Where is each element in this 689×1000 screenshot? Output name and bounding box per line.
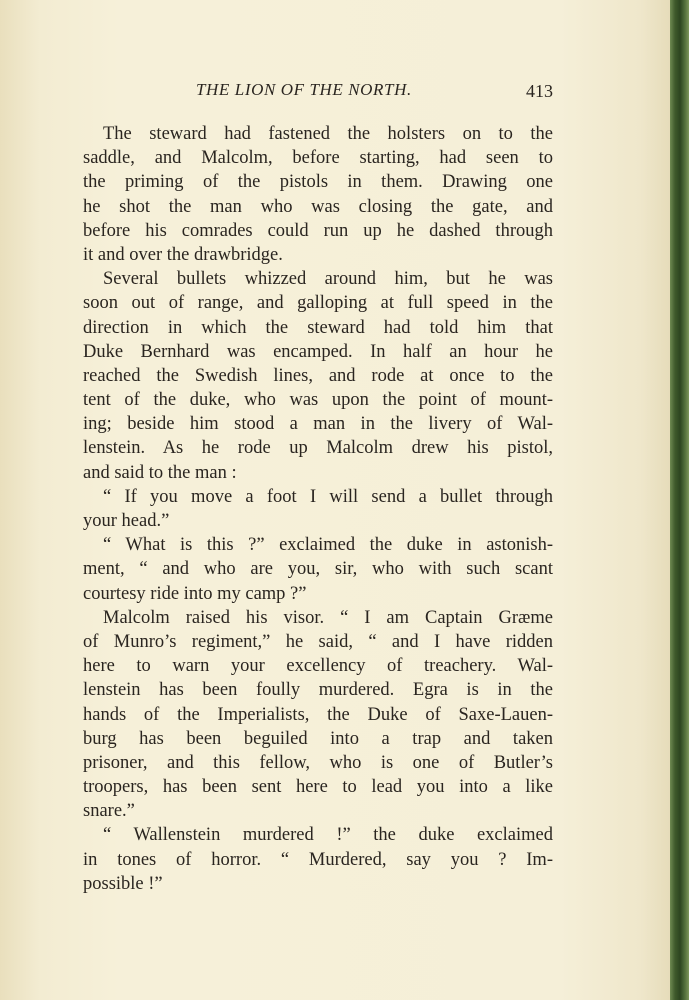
book-edge — [670, 0, 689, 1000]
text-line: ment, “ and who are you, sir, who with such scant — [83, 559, 553, 580]
text-line: in tones of horror. “ Murdered, say you ? Im- — [83, 849, 553, 870]
text-line: tent of the duke, who was upon the point of mount- — [83, 390, 553, 411]
body-text — [83, 122, 553, 896]
text-line: your head.” — [83, 511, 170, 531]
text-line: of Munro’s regiment,” he said, “ and I have ridden — [83, 631, 553, 652]
text-line: burg has been beguiled into a trap and taken — [83, 728, 553, 749]
text-line: troopers, has been sent here to lead you into a like — [83, 777, 553, 798]
text-line: The steward had fastened the holsters on to the — [103, 124, 553, 144]
text-line: Malcolm raised his visor. “ I am Captain Græme — [103, 607, 553, 628]
text-line: prisoner, and this fellow, who is one of Butler’s — [83, 752, 553, 773]
text-line: possible !” — [83, 873, 163, 894]
text-line: it and over the drawbridge. — [83, 244, 283, 265]
text-line: ing; beside him stood a man in the livery of Wal- — [83, 414, 553, 435]
text-line: before his comrades could run up he dashed through — [83, 220, 553, 241]
text-line: lenstein. As he rode up Malcolm drew his pistol, — [83, 438, 553, 459]
text-line: and said to the man : — [83, 462, 237, 483]
text-line: here to warn your excellency of treachery. Wal- — [83, 656, 553, 677]
text-line: direction in which the steward had told him that — [83, 317, 553, 338]
text-line: saddle, and Malcolm, before starting, had seen to — [83, 148, 553, 169]
text-line: “ If you move a foot I will send a bullet through — [103, 486, 553, 507]
page-header — [83, 80, 553, 102]
text-line: he shot the man who was closing the gate, and — [83, 196, 553, 217]
running-title: THE LION OF THE NORTH. — [196, 80, 412, 99]
text-line: reached the Swedish lines, and rode at once to the — [83, 365, 553, 386]
page-number: 413 — [526, 81, 553, 101]
text-line: snare.” — [83, 801, 135, 822]
text-line: “ Wallenstein murdered !” the duke exclaimed — [103, 825, 553, 846]
text-line: soon out of range, and galloping at full speed in the — [83, 293, 553, 314]
text-line: Duke Bernhard was encamped. In half an hour he — [83, 341, 553, 362]
text-line: Several bullets whizzed around him, but he was — [103, 269, 553, 290]
text-line: lenstein has been foully murdered. Egra is in the — [83, 680, 553, 701]
text-line: hands of the Imperialists, the Duke of Saxe-Lauen- — [83, 704, 553, 725]
text-line: the priming of the pistols in them. Drawing one — [83, 172, 553, 193]
text-line: courtesy ride into my camp ?” — [83, 583, 307, 604]
text-line: “ What is this ?” exclaimed the duke in astonish- — [103, 535, 553, 556]
